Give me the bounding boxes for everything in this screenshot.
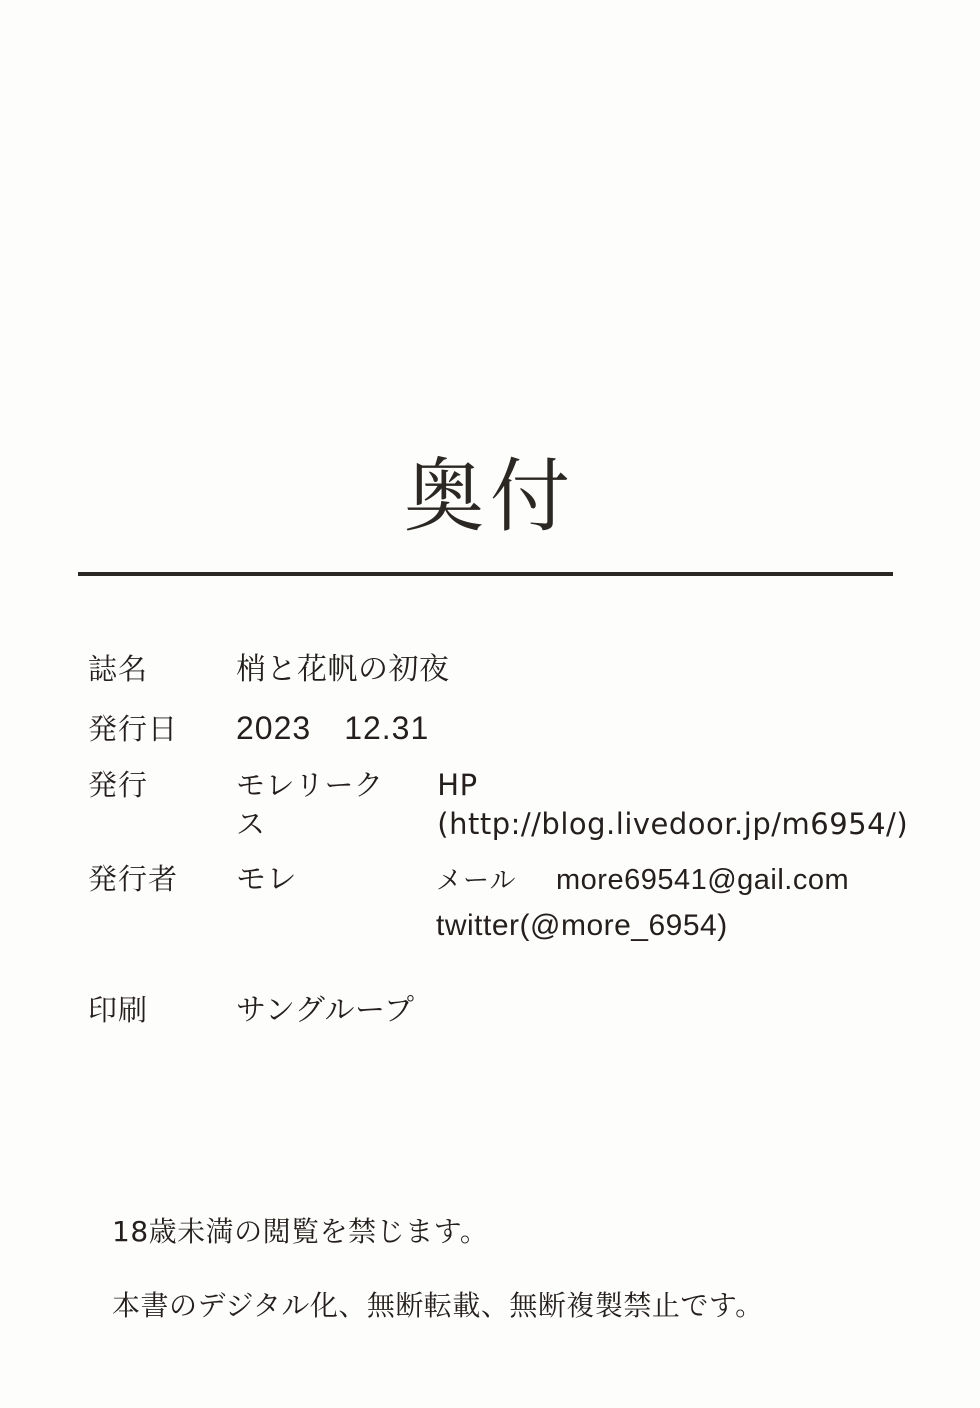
mail-value[interactable]: more69541@gail.com: [556, 863, 850, 896]
notice-block: [112, 1210, 912, 1358]
notice-age-restriction: 18歳未満の閲覧を禁じます。: [112, 1215, 489, 1248]
colophon-info: [88, 650, 948, 1047]
publisher-label: 発行: [88, 767, 149, 802]
twitter-handle[interactable]: twitter(@more_6954): [436, 909, 728, 943]
row-publisher: [88, 766, 948, 844]
notice-copyright: 本書のデジタル化、無断転載、無断複製禁止です。: [112, 1289, 764, 1322]
row-magazine-title: [88, 650, 948, 691]
mail-label: メール: [436, 865, 517, 896]
print-label: 印刷: [88, 992, 149, 1027]
row-twitter: [88, 906, 948, 947]
publisher-homepage[interactable]: HP (http://blog.livedoor.jp/m6954/): [437, 767, 909, 841]
row-author: [88, 860, 948, 901]
magazine-label: 誌名: [88, 652, 149, 686]
date-label: 発行日: [88, 711, 179, 746]
author-value: モレ: [236, 861, 297, 897]
page-title: 奥付: [404, 450, 576, 543]
author-label: 発行者: [88, 861, 179, 896]
publisher-value: モレリークス: [236, 767, 384, 841]
print-value: サングループ: [236, 992, 415, 1028]
row-publication-date: [88, 707, 948, 750]
row-printer: [88, 991, 948, 1032]
date-value: 2023 12.31: [236, 709, 430, 746]
title-divider: [78, 572, 893, 576]
magazine-value: 梢と花帆の初夜: [236, 652, 450, 687]
